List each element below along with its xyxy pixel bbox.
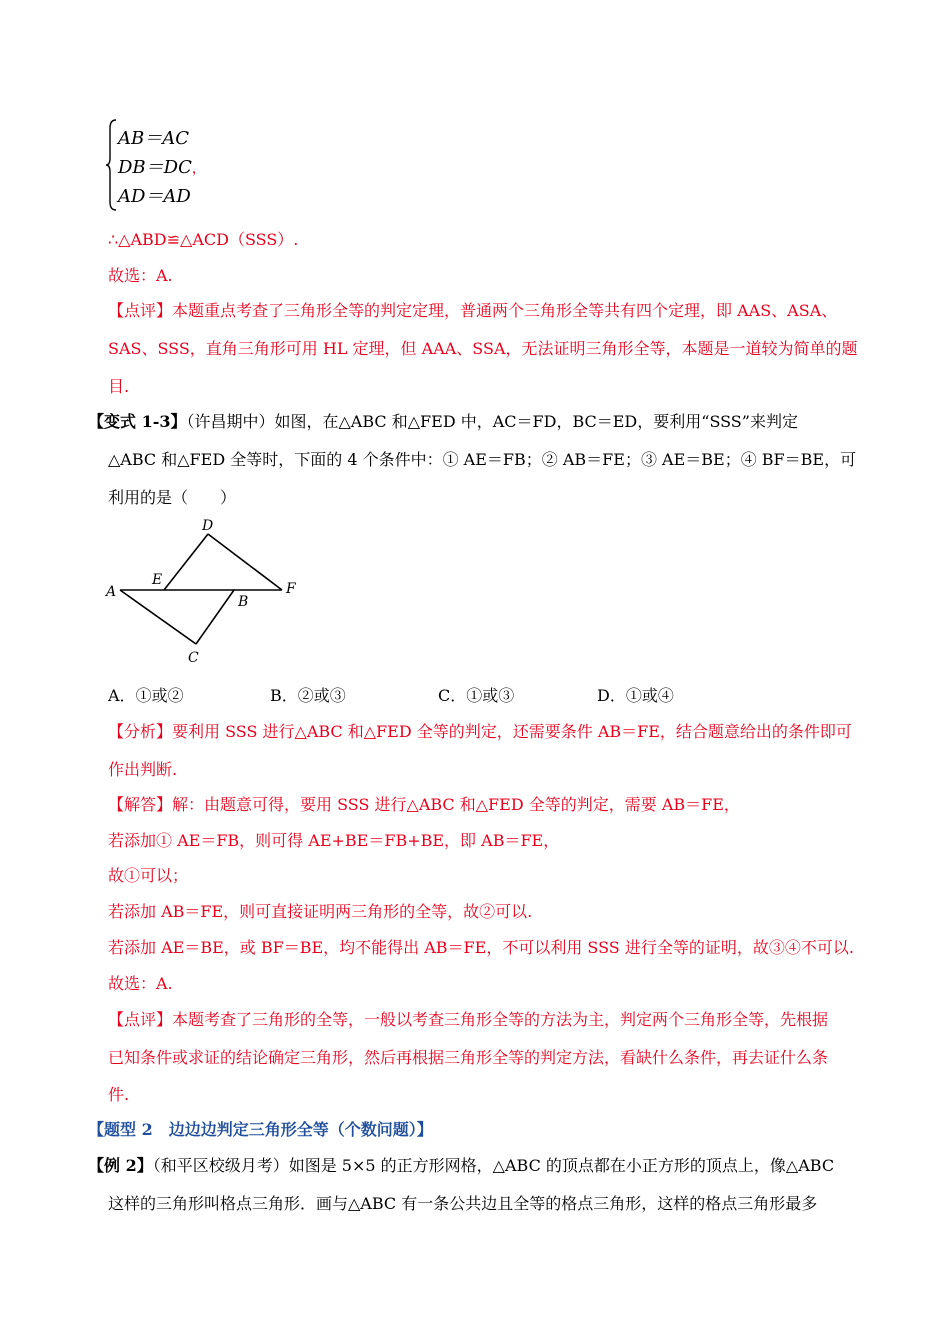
comment2-line-1: 【点评】本题考查了三角形的全等，一般以考查三角形全等的方法为主，判定两个三角形全等，先根据 <box>108 1010 829 1029</box>
comment2-line-2: 已知条件或求证的结论确定三角形，然后再根据三角形全等的判定方法，看缺什么条件，再去证什么条 <box>108 1048 829 1067</box>
conclusion-text: ∴△ABD≌△ACD（SSS）. <box>108 230 299 249</box>
answer-text: 故选：A. <box>108 266 173 285</box>
equation-ab-ac: AB＝AC <box>118 128 189 149</box>
label-b: B <box>238 594 249 610</box>
triangle-figure <box>104 514 314 666</box>
label-a: A <box>106 584 117 600</box>
example2-line-1: 【例 2】（和平区校级月考）如图是 5×5 的正方形网格，△ABC 的顶点都在小正方形的顶点上，像△ABC <box>88 1156 835 1175</box>
solution-line-4: 若添加 AB＝FE，则可直接证明两三角形的全等，故②可以. <box>108 902 533 921</box>
segment-c-b <box>196 590 234 644</box>
section-heading: 【题型 2 边边边判定三角形全等（个数问题）】 <box>88 1120 433 1139</box>
solution-line-2: 若添加① AE＝FB，则可得 AE+BE＝FB+BE，即 AB＝FE， <box>108 831 560 850</box>
segment-e-d <box>164 534 208 590</box>
solution-line-1: 【解答】解：由题意可得，要用 SSS 进行△ABC 和△FED 全等的判定，需要 AB＝FE， <box>108 795 740 814</box>
segment-a-c <box>120 590 196 644</box>
comment2-line-3: 件. <box>108 1085 130 1104</box>
label-e: E <box>152 572 163 588</box>
analysis-line-1: 【分析】要利用 SSS 进行△ABC 和△FED 全等的判定，还需要条件 AB＝FE，结合题意给出的条件即可 <box>108 722 852 741</box>
option-b[interactable]: B．②或③ <box>270 686 346 705</box>
solution-line-5: 若添加 AE＝BE，或 BF＝BE，均不能得出 AB＝FE，不可以利用 SSS 进行全等的证明，故③④不可以. <box>108 938 854 957</box>
equation-ad-ad: AD＝AD <box>118 186 191 207</box>
comment-line-1: 【点评】本题重点考查了三角形全等的判定定理，普通两个三角形全等共有四个定理，即 AAS、ASA、 <box>108 301 838 320</box>
option-c[interactable]: C．①或③ <box>438 686 515 705</box>
label-f: F <box>286 581 296 597</box>
solution-line-3: 故①可以； <box>108 866 189 885</box>
segment-d-f <box>208 534 282 590</box>
comment-line-3: 目. <box>108 377 130 396</box>
left-brace <box>106 118 118 212</box>
comment-line-2: SAS、SSS，直角三角形可用 HL 定理，但 AAA、SSA，无法证明三角形全等，本题是一道较为简单的题 <box>108 339 858 358</box>
solution-line-6: 故选：A. <box>108 974 173 993</box>
option-d[interactable]: D．①或④ <box>597 686 674 705</box>
question-line-3: 利用的是（ ） <box>108 488 237 507</box>
equation-db-dc: DB＝DC， <box>118 157 206 178</box>
analysis-line-2: 作出判断. <box>108 760 178 779</box>
example2-line-2: 这样的三角形叫格点三角形．画与△ABC 有一条公共边且全等的格点三角形，这样的格点三角形最多 <box>108 1194 818 1213</box>
label-c: C <box>188 650 199 666</box>
label-d: D <box>202 518 214 534</box>
question-line-2: △ABC 和△FED 全等时，下面的 4 个条件中：① AE＝FB；② AB＝FE；③ AE＝BE；④ BF＝BE，可 <box>108 450 857 469</box>
option-a[interactable]: A．①或② <box>108 686 184 705</box>
question-line-1: 【变式 1-3】（许昌期中）如图，在△ABC 和△FED 中，AC＝FD，BC＝ED，要利用“SSS”来判定 <box>88 412 798 431</box>
